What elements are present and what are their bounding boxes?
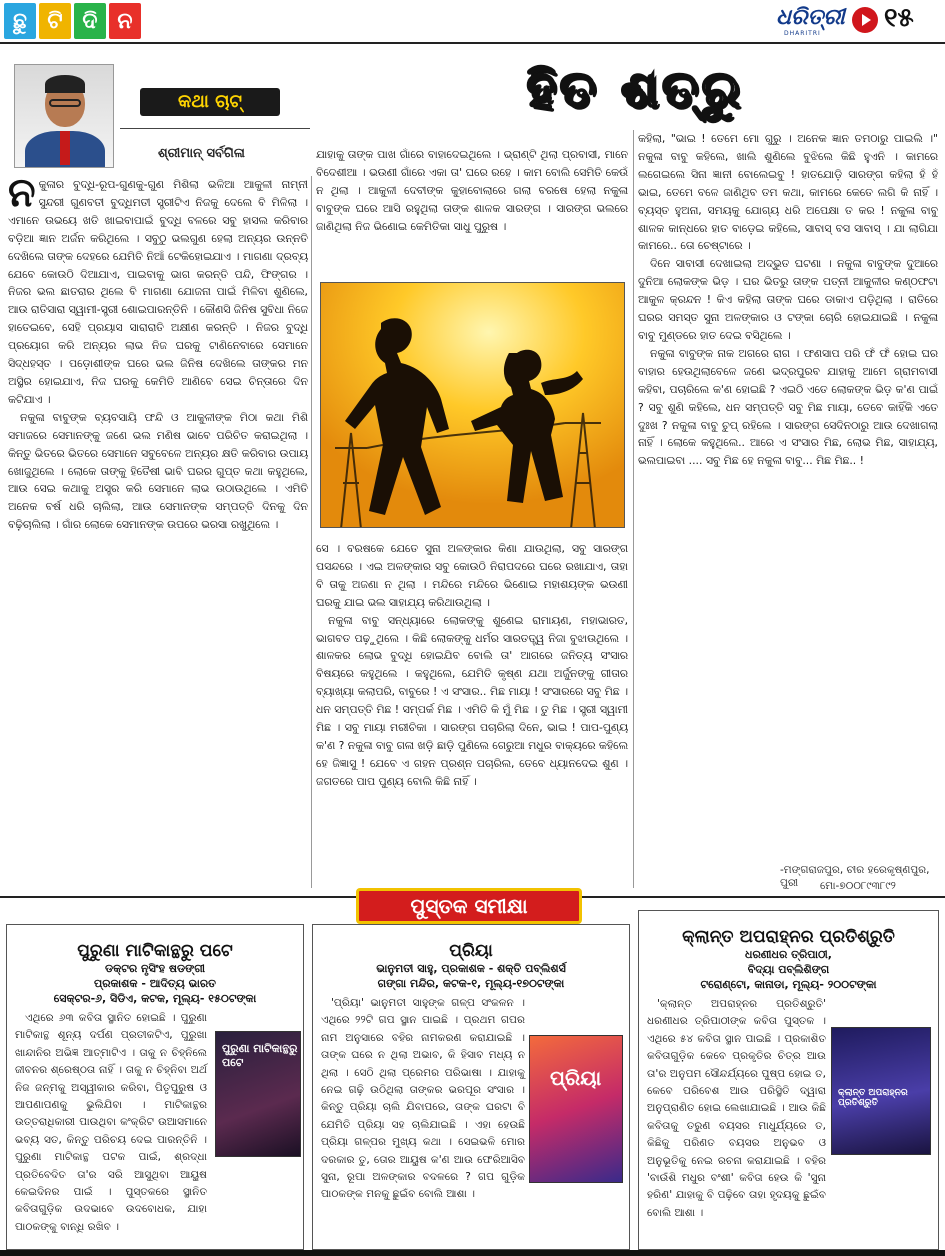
book-review-card <box>6 924 304 1250</box>
story-paragraph: ନକୁଳା ବାବୁ ସନ୍ଧ୍ୟାରେ ଲୋକଙ୍କୁ ଶୁଣେଇ ରାମାୟଣ, ମହାଭାରତ, ଭାଗବତ ପଢ଼ୁଥିଲେ । କିଛି ଲୋକଙ୍କୁ ଧର୍ମର ସାରତତ୍ତ୍ୱ ନିଜା ବୁଝାଉଥିଲେ । ଶାଳକର ଲୋଭ ବୁଦ୍ଧି ହୋଇଯିବ ବୋଲି ତା' ଆଗରେ ଜନିତ୍ୟ ସଂସାର ବିଷୟରେ କହୁଥିଲେ । କହୁଥିଲେ, ଯେମିତି କୃଷ୍ଣ ଯଥା ଅର୍ଜୁନଙ୍କୁ ଗୀତାର ବ୍ୟାଖ୍ୟା କଲାପରି, ବାବୁରେ ! ଏ ସଂସାର.. ମିଛ ମାୟା ! ସଂସାରରେ ସବୁ ମିଛ । ଧନ ସମ୍ପତ୍ତି ମିଛ ! ସମ୍ପର୍କ ମିଛ । ଏମିତି କି ମୁଁ ମିଛ । ତୁ ମିଛ । ସ୍ତ୍ରୀ ସ୍ୱାମୀ ମିଛ । ସବୁ ମାୟା ମରୀଚିକା । ସାରଙ୍ଗ ପଚାରିଲା ଦିନେ, ଭାଇ ! ପାପ-ପୁଣ୍ୟ କ'ଣ ? ନକୁଳା ବାବୁ ଗଳା ଖଡ଼ି ଛାଡ଼ି ପୁଣିଲେ ଗେରୁଆ ମଧୁର ବାକ୍ୟରେ କହିଲେ ହେ ଜିଜ୍ଞାସୁ ! ଯେବେ ଏ ଗହନ ପ୍ରଶ୍ନ ପଚାରିଲ, ତେବେ ଧ୍ୟାନଦେଇ ଶୁଣ । ଜଗତରେ ପାପ ପୁଣ୍ୟ ବୋଲି କିଛି ନାହିଁ । <box>316 613 628 788</box>
book-cover <box>215 1031 301 1157</box>
newspaper-logo: ଧରିତ୍ରୀ <box>776 4 845 30</box>
page-header <box>0 0 945 44</box>
section-letter: ଛୁ <box>4 3 36 39</box>
book-publisher: ଗଙ୍ଗା ମନ୍ଦିର, କଟକ-୧, ମୂଲ୍ୟ-୧୭୦ଟଙ୍କା <box>377 977 565 990</box>
book-cover <box>831 1027 931 1155</box>
byline: ଶ୍ରୀମାନ୍ ସର୍ବଗିଳା <box>158 146 245 161</box>
author-address: -ମଙ୍ଗରାଜପୁର, ଚୀର ହରେକୃଷ୍ଣପୁର, ପୁରୀ <box>780 864 930 889</box>
story-paragraph: ଯାହାକୁ ତାଙ୍କ ପାଖ ଗାଁରେ ବାହାଦେଇଥିଲେ । ଭ୍ରାଣ୍ଟି ଥିଲା ପ୍ରବାସୀ, ମାନେ ବିଦେଶୀଆ । ଭଉଣୀ ଗାଁରେ ଏକା ତା' ଘରେ ରହେ । କାମ ବୋଲି ସେମିତି କେଉଁ ନ ଥିଲା । ଆକୁଳୀ ଦେବୀଙ୍କ କୁହାବୋଲାରେ ଗଲା ବରଷେ ହେଲା ନକୁଳା ବାବୁଙ୍କ ଘରେ ଆସି ରହୁଥିଲା ତାଙ୍କ ଶାଳକ ସାରଙ୍ଗ । ସାରଙ୍ଗ ଭଲରେ ଜାଣିଥିଲା ନିଜ ଭିଣୋଇ କେମିତିକା ସାଧୁ ପୁରୁଷ । <box>316 148 628 233</box>
page-number: ୧୫ <box>884 3 914 33</box>
author-tie-shape <box>60 131 70 165</box>
book-cover-title: ପୁରୁଣା ମାଟିକାନ୍ଥରୁ ପଟେ <box>222 1042 298 1069</box>
story-paragraph: କୁଳାର ବୁଦ୍ଧି-ରୂପ-ଗୁଣକୁ-ଗୁଣ ମିଶିଲା ଭଳିଆ ଆକୁଳୀ ନାମ୍ନୀ ସୁନ୍ଦରୀ ଗୁଣବତୀ ବୁଦ୍ଧିମତୀ ସ୍ତ୍ରୀଟିଏ ନିଜକୁ ଦେଲେ ବି ମିଳିଲା । ଏମାନେ ଉଭୟେ ଖତି ଖାଇବାପାଇଁ ବୁଦ୍ଧି ବଳରେ ସବୁ ହାସଲ କରିବାର ବଡ଼ିଆ ଜ୍ଞାନ ଅର୍ଜନ କରିଥିଲେ । ସବୁଠୁ ଭଲଗୁଣ ହେଲା ଅନ୍ୟର ଉନ୍ନତି ଦେଖିଲେ ତାଙ୍କ ଦେହରେ ଯେମିତି ନିଆଁ ଟେକିହୋଇଯାଏ । ମାଗଣା ଦ୍ରବ୍ୟ ଯେବେ କୋଉଠି ଦିଆଯାଏ, ପାଇବାକୁ ଭାଗ କରନ୍ତି ପନ୍ଦି, ଫିଙ୍ଗର । ନିଜର ଭଲ ଛାତରାର ଥିଲେ ବି ମାଗଣା ଯୋଜନା ପାଇଁ ମିଳିବା ଶୁଣିଲେ, ଆଉ ରାତିସାରା ସ୍ୱାମୀ-ସ୍ତ୍ରୀ ଶୋଇପାରନ୍ତିନି । କୌଣସି ଜିନିଷ ସୁବିଧା ନିଜେ ହାତେଇବେ, ସେହି ପ୍ରୟାସ ସାରାରାତି ଅକ୍ଷୀଣ କରନ୍ତି । ନିଜର ବୁଦ୍ଧି ପ୍ରୟୋଗ କରି ଅନ୍ୟର ଲାଭ ନିଜ ଘରକୁ ଟାଣିନେବାରେ ସେମାନେ ସିଦ୍ଧହସ୍ତ । ପଡ଼ୋଶୀଙ୍କ ଘରେ ଭଲ ଜିନିଷ ଦେଖିଲେ ତାଙ୍କର ମନ ଅସ୍ଥିର ହୋଇଯାଏ, ନିଜ ଘରକୁ କେମିତି ଆଣିବେ ସେଇ ଚିନ୍ତାରେ ଦିନ କଟିଯାଏ । <box>8 178 308 406</box>
column-divider <box>633 130 634 888</box>
story-paragraph: ସେ । ବରଷକେ ଯେତେ ସୁନା ଅଳଙ୍କାର କିଣା ଯାଉଥିଲା, ସବୁ ସାରଙ୍ଗ ପସନ୍ଦରେ । ଏଇ ଅଳଙ୍କାର ସବୁ କୋଉଠି ନିରାପଦରେ ଘରେ ରଖାଯାଏ, ତାହା ବି ତାକୁ ଅଜଣା ନ ଥିଲା । ମନ୍ଦିରେ ମନ୍ଦିରେ ଭିଣୋଇ ମହାଶୟଙ୍କ ଭଉଣୀ ଘରକୁ ଯାଇ ଭଲ ସାହାଯ୍ୟ କରିଥାଉଥିଲା । <box>316 542 628 609</box>
story-column-2-bottom <box>316 540 628 890</box>
book-review-banner: ପୁସ୍ତକ ସମୀକ୍ଷା <box>356 888 582 924</box>
column-label: କଥା ଚାଟ୍ <box>140 88 280 116</box>
book-title: କ୍ଲାନ୍ତ ଅପରାହ୍ନର ପ୍ରତିଶ୍ରୁତି <box>682 927 895 947</box>
story-paragraph: ଦିନେ ସାବାସୀ ଦେଖାଇଲା ଅଦ୍ଭୁତ ଘଟଣା । ନକୁଳା ବାବୁଙ୍କ ଦୁଆରେ ଦୁନିଆ ଲୋକଙ୍କ ଭିଡ଼ । ଘର ଭିତରୁ ତାଙ୍କ ପତ୍ନୀ ଆକୁଳୀର କଣ୍ଠଫଟା ଆକୁଳ କ୍ରନ୍ଦନ ! କିଏ କହିଲା ତାଙ୍କ ଘରେ ଡାକାଏ ପଡ଼ିଥିଲା । ରାତିରେ ଘରର ସମସ୍ତ ସୁନା ଅଳଙ୍କାର ଓ ଟଙ୍କା ଚୋରି ହୋଇଯାଇଛି । ନକୁଳା ବାବୁ ମୁଣ୍ଡରେ ହାତ ଦେଇ ବସିଥିଲେ । <box>638 257 938 342</box>
book-publisher: ବିଦ୍ୟା ପବ୍ଲିଶିଙ୍ଗ <box>747 963 830 976</box>
book-review-card <box>312 924 630 1250</box>
column-divider <box>311 176 312 888</box>
divider <box>120 128 310 129</box>
review-paragraph: 'ପ୍ରିୟା' ଭାନୁମତୀ ସାହୁଙ୍କ ଗଳ୍ପ ସଂକଳନ । ଏଥିରେ ୨୨ଟି ଗପ ସ୍ଥାନ ପାଇଛି । ପ୍ରଥମ ଗପର ନାମ ଅନୁସାରେ ବହିର ନାମକରଣ କରାଯାଇଛି । ତାଙ୍କ ଘରେ ନ ଥିଲା ଅଭାବ, କି ହିସାବ ମଧ୍ୟ ନ ଥିଲା । ସେଠି ଥିଲା ପ୍ରେମର ପରିଭାଷା । ଯାହାକୁ ନେଇ ଗଢ଼ି ଉଠିଥିଲା ତାଙ୍କର ଭରପୂର ସଂସାର । କିନ୍ତୁ ପ୍ରିୟା ଚାଲି ଯିବାପରେ, ତାଙ୍କ ଘରଟା ବି ଯେମିତି ପ୍ରିୟା ସହ ଚାଲିଯାଇଛି । ଏହା ହେଉଛି ପ୍ରିୟା ଗଳ୍ପର ମୁଖ୍ୟ କଥା । ସେଇଭଳି ମୋର ଦରକାର ତୁ, ତୋର ଆୟୁଷ କ'ଣ ଆଉ ଫେରିଆସିବ ସୁନା, ରୂପା ଅଳଙ୍କାର ବଦଳରେ ? ଗପ ଗୁଡ଼ିକ ପାଠକଙ୍କ ମନକୁ ଛୁଇଁବ ବୋଲି ଆଶା । <box>321 997 525 1201</box>
section-letter: ଟି <box>39 3 71 39</box>
book-title: ପୁରୁଣା ମାଟିକାନ୍ଥରୁ ପଟେ <box>77 941 233 961</box>
newspaper-logo-sub: DHARITRI <box>784 30 821 37</box>
play-icon <box>852 7 878 33</box>
section-title <box>4 3 141 39</box>
story-headline: ହିତ ଶତ୍ରୁ <box>526 59 744 118</box>
author-glasses-shape <box>49 99 81 107</box>
story-column-1 <box>8 176 308 890</box>
section-letter: ନ <box>109 3 141 39</box>
story-paragraph: କହିଲା, "ଭାଇ ! ତେମେ ମୋ ଗୁରୁ । ଅନେକ ଜ୍ଞାନ ତମଠାରୁ ପାଇଲି ।" ନକୁଳା ବାବୁ କହିଲେ, ଖାଲି ଶୁଣିଲେ ବୁଝିଲେ କିଛି ହୁଏନି । କାମରେ ଲଗେଇଲେ ସିନା ଜ୍ଞାନୀ ବୋଲେଇବୁ ! ହାତଯୋଡ଼ି ସାରଙ୍ଗ କହିଲା ହଁ ହଁ ଭାଇ, ତେମେ ବଳେ ଜାଣିଥିବ ତମ କଥା, କାମରେ କେତେ ଲଗି କି ନାହିଁ । ବ୍ୟସ୍ତ ହୁଅନା, ସମୟକୁ ଯୋଗ୍ୟ ଧରି ଅପେକ୍ଷା ତ କର ! ନକୁଳା ବାବୁ ଶାଳକ କାନ୍ଧରେ ହାତ ବାଡ଼େଇ କହିଲେ, ସାବାସ୍ ବସ ସାବାସ୍ । ଯା ଲାଗିଯା କାମରେ.. ତୋ ଚେଷ୍ଟାରେ । <box>638 132 938 253</box>
story-illustration <box>320 282 625 528</box>
review-paragraph: ଏଥିରେ ୬୩ କବିତା ସ୍ଥାନିତ ହୋଇଛି । ପୁରୁଣା ମାଟିକାନ୍ଥ ଶୂନ୍ୟ ଦର୍ପଣ ପ୍ରତୀକଟିଏ, ପୁରୁଖା ଖାନ୍ଦାନିର ଅଭିଜ୍ଞ ଆତ୍ମାଟିଏ । ତାକୁ ନ ଚିହ୍ନିଲେ ଜୀବନର ଶ୍ରେଷ୍ଠତା ନାହିଁ । ତାକୁ ନ ଚିହ୍ନିବା ଅର୍ଥ ନିଜ ଜନ୍ମକୁ ଅସ୍ୱୀକାର କରିବା, ପିତୃପୁରୁଷ ଓ ଆପଣାପଣକୁ ଭୁଲିଯିବା । ମାଟିକାନ୍ଥର ଉତ୍ତରାଧିକାରୀ ପାଉଥିବା କଂକ୍ରିଟ ଉଆସମାନେ ଭବ୍ୟ ସତ, କିନ୍ତୁ ପରିଚୟ ଦେଇ ପାରନ୍ତିନି । ପୁରୁଣା ମାଟିକାନ୍ଥ ପଟକ ପାଇଁ, ଶ୍ରଦ୍ଧା ପ୍ରତିବେଦିତ ତା'ର ସରି ଆସୁଥିବା ଆୟୁଷ କେଇଦିନର ପାଇଁ । ପୁସ୍ତକରେ ସ୍ଥାନିତ କବିତାଗୁଡ଼ିକ ଉଦଭାବେ ଉଦବୋଧକ, ଯାହା ପାଠକଙ୍କୁ ବାନ୍ଧି ରଖିବ । <box>15 1012 207 1233</box>
book-cover <box>529 1035 623 1183</box>
book-author: ଡକ୍ଟର ନୃସିଂହ ଷଡଙ୍ଗୀ <box>104 962 206 975</box>
silhouette-illustration <box>321 283 625 528</box>
book-author: ଭାନୁମତୀ ସାହୁ, ପ୍ରକାଶକ - ଶକ୍ତି ପବ୍ଲିଶର୍ସ <box>376 962 566 975</box>
page-bottom-rule <box>0 1250 945 1256</box>
book-title: ପ୍ରିୟା <box>449 941 493 961</box>
section-letter: ଦି <box>74 3 106 39</box>
review-paragraph: 'କ୍ଲାନ୍ତ ଅପରାହ୍ନର ପ୍ରତିଶ୍ରୁତି' ଧରଣୀଧର ତ୍ରିପାଠୀଙ୍କ କବିତା ପୁସ୍ତକ । ଏଥିରେ ୫୪ କବିତା ସ୍ଥାନ ପାଇଛି । ପ୍ରକାଶିତ କବିତାଗୁଡ଼ିକ କେବେ ପ୍ରକୃତିର ଚିତ୍ର ଆଉ ତା'ର ଅନୁପମ ସୌନ୍ଦର୍ଯ୍ୟରେ ପୁଷ୍ପ ହୋଇ ତ, କେବେ ପରିବେଶ ଆଉ ପରିସ୍ଥିତି ଦ୍ୱାରା ଅନୁପ୍ରାଣିତ ହୋଇ ଲେଖାଯାଇଛି । ଆଉ କିଛି କବିତାକୁ ତରୁଣ ବୟସର ମାଧୁର୍ଯ୍ୟରେ ତ, କିଛିକୁ ପରିଣତ ବୟସର ଅନୁଭବ ଓ ଅନୁଭୂତିକୁ ନେଇ ରଚନା କରାଯାଇଛି । ବହିର 'ବାଉଁଶି ମଧୁର ବଂଶୀ' କବିତା ହେଉ କି 'ସୁନା ହରିଣ' ଯାହାକୁ ବି ପଢ଼ିବେ ତାହା ହୃଦୟକୁ ଛୁଇଁବ ବୋଲି ଆଶା । <box>647 998 826 1219</box>
book-review-card <box>638 910 939 1250</box>
story-paragraph: ନକୁଳା ବାବୁଙ୍କ ବ୍ୟବସାୟି ଫନ୍ଦି ଓ ଆକୁଳୀଙ୍କ ମିଠା କଥା ମିଶି ସମାଜରେ ସେମାନଙ୍କୁ ଜଣେ ଭଲ ମଣିଷ ଭାବେ ପରିଚିତ କରାଇଥିଲା । କିନ୍ତୁ ଭିତରେ ଭିତରେ ସେମାନେ ସବୁବେଳେ ଅନ୍ୟର କ୍ଷତି କରିବାର ଉପାୟ ଖୋଜୁଥିଲେ । ଲୋକେ ତାଙ୍କୁ ହିତୈଷୀ ଭାବି ଘରର ଗୁପ୍ତ କଥା କହୁଥିଲେ, ଆଉ ସେଇ କଥାକୁ ଅସ୍ତ୍ର କରି ସେମାନେ ଲାଭ ଉଠାଉଥିଲେ । ଏମିତି ଅନେକ ବର୍ଷ ଧରି ଚାଲିଲା, ଆଉ ସେମାନଙ୍କ ସମ୍ପତ୍ତି ଦିନକୁ ଦିନ ବଢ଼ିଚାଲିଲା । ଗାଁର ଲୋକେ ସେମାନଙ୍କ ଉପରେ ଭରସା ରଖୁଥିଲେ । <box>8 410 308 532</box>
author-hair-shape <box>45 75 85 93</box>
story-column-2-top <box>316 146 628 276</box>
book-publisher: ପ୍ରକାଶକ - ଆଦିତ୍ୟ ଭାରତ <box>93 977 217 990</box>
book-author: ଧରଣୀଧର ତ୍ରିପାଠୀ, <box>745 948 832 961</box>
story-paragraph: ନକୁଳା ବାବୁଙ୍କ ନାକ ଅଗରେ ରାଗ । ଫଣସାପ ପରି ଫଁ ଫଁ ହୋଇ ଘର ବାହାର ହେଉଥିଲାବେଳେ ଜଣେ ଭଦ୍ରପୁରବ ଯାହାକୁ ଆମେ ଗ୍ରାମବାସୀ କହିବା, ପଚାରିଲେ କ'ଣ ହୋଇଛି ? ଏଇଠି ଏତେ ଲୋକଙ୍କ ଭିଡ଼ କ'ଣ ପାଇଁ ? ସବୁ ଶୁଣି କହିଲେ, ଧନ ସମ୍ପତ୍ତି ସବୁ ମିଛ ମାୟା, ତେବେ କାହିଁକି ଏତେ ଦୁଃଖ ? ନକୁଳା ବାବୁ ଚୁପ୍ ରହିଲେ । ସାରଙ୍ଗ ସେଦିନଠାରୁ ଆଉ ଦେଖାଗଲା ନାହିଁ । ଲୋକେ କହୁଥିଲେ.. ଆରେ ଏ ସଂସାର ମିଛ, ଲୋଭ ମିଛ, ସାହାଯ୍ୟ, ଭଲପାଇବା .... ସବୁ ମିଛ ହେ ନକୁଳା ବାବୁ... ମିଛ ମିଛ.. ! <box>638 346 938 468</box>
book-cover-title: ପ୍ରିୟା <box>550 1066 602 1090</box>
story-column-3 <box>638 130 938 868</box>
book-address-price: ଟରୋଣ୍ଟୋ, କାନାଡା, ମୂଲ୍ୟ- ୨୦୦ଟଙ୍କା <box>700 978 877 991</box>
author-photo <box>14 64 114 168</box>
author-phone: ମୋ-୭୦୦୮୯୩୮୯୨ <box>820 880 896 892</box>
book-address-price: ସେକ୍ଟର-୬, ସିଡିଏ, କଟକ, ମୂଲ୍ୟ- ୧୫୦ଟଙ୍କା <box>53 992 257 1005</box>
book-cover-title: କ୍ଲାନ୍ତ ଅପରାହ୍ନର ପ୍ରତିଶ୍ରୁତି <box>838 1088 908 1108</box>
drop-cap: ନ <box>8 176 36 216</box>
